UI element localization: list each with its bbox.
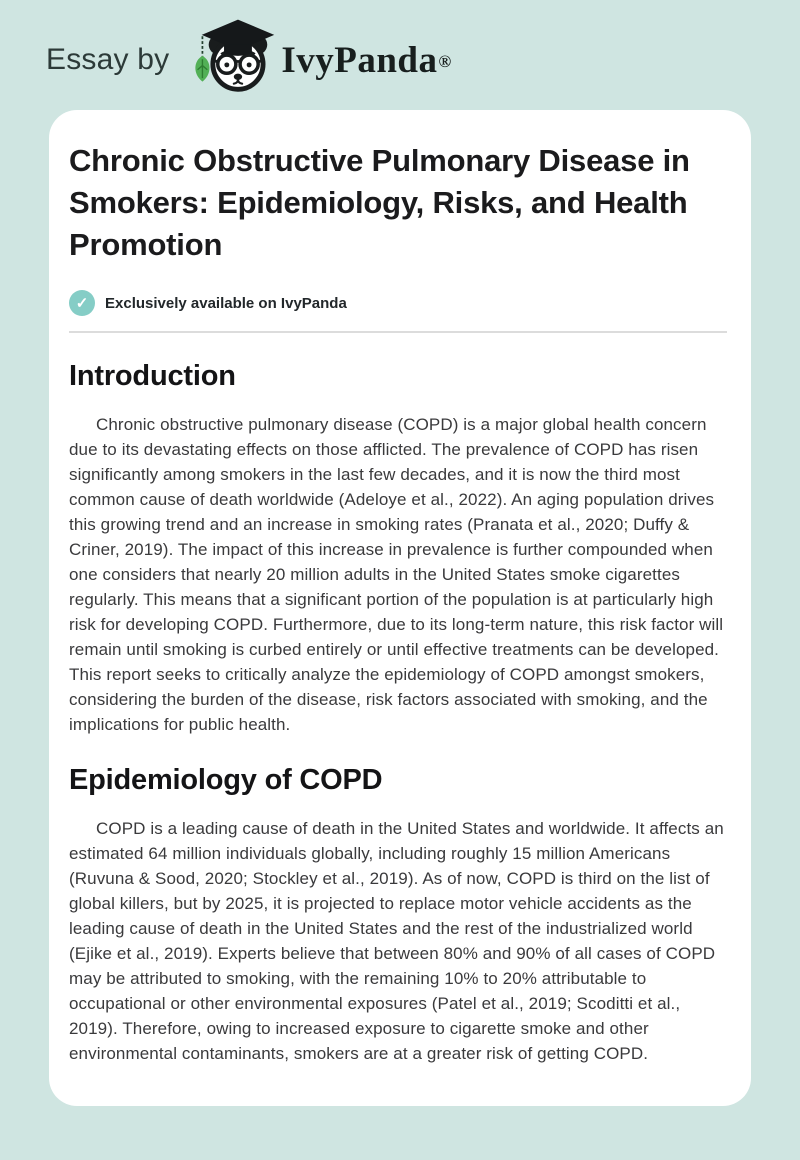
ivypanda-logo[interactable] (185, 17, 451, 103)
essay-by-label: Essay by (46, 43, 170, 76)
check-icon: ✓ (69, 290, 95, 316)
epidemiology-paragraph: COPD is a leading cause of death in the United States and worldwide. It affects an estimated 64 million individuals globally, including roughly 15 million Americans (Ruvuna & Sood, 2020; Stockley et al., 2019). As of now, COPD is third on the list of global killers, but by 2025, it is projected to replace motor vehicle accidents as the leading cause of death in the United States and the rest of the industrialized world (Ejike et al., 2019). Experts believe that between 80% and 90% of all cases of COPD may be attributed to smoking, with the remaining 10% to 20% attributable to occupational or other environmental exposures (Patel et al., 2019; Scoditti et al., 2019). Therefore, owing to increased exposure to cigarette smoke and other environmental contaminants, smokers are at a greater risk of getting COPD. (69, 819, 724, 1063)
introduction-paragraph: Chronic obstructive pulmonary disease (COPD) is a major global health concern due to its devastating effects on those afflicted. The prevalence of COPD has risen significantly among smokers in the last few decades, and it is now the third most common cause of death worldwide (Adeloye et al., 2022). An aging population drives this growing trend and an increase in smoking rates (Pranata et al., 2020; Duffy & Criner, 2019). The impact of this increase in prevalence is further compounded when one considers that nearly 20 million adults in the United States smoke cigarettes regularly. This means that a significant portion of the population is at particularly high risk for developing COPD. Furthermore, due to its long-term nature, this risk factor will remain until smoking is curbed entirely or until effective treatments can be developed. This report seeks to critically analyze the epidemiology of COPD amongst smokers, considering the burden of the disease, risk factors associated with smoking, and the implications for public health. (69, 415, 724, 734)
essay-card (49, 110, 751, 1106)
exclusive-badge-label: Exclusively available on IvyPanda (105, 294, 347, 312)
brand-name: IvyPanda (281, 39, 438, 81)
panda-graduation-cap-icon (185, 17, 277, 103)
page-header (0, 0, 800, 106)
registered-trademark: ® (438, 52, 452, 71)
essay-title: Chronic Obstructive Pulmonary Disease in Smokers: Epidemiology, Risks, and Health Promotion (69, 143, 690, 262)
section-heading-introduction: Introduction (69, 360, 236, 392)
exclusive-badge (69, 290, 727, 316)
section-heading-epidemiology: Epidemiology of COPD (69, 764, 383, 796)
divider (69, 331, 727, 333)
